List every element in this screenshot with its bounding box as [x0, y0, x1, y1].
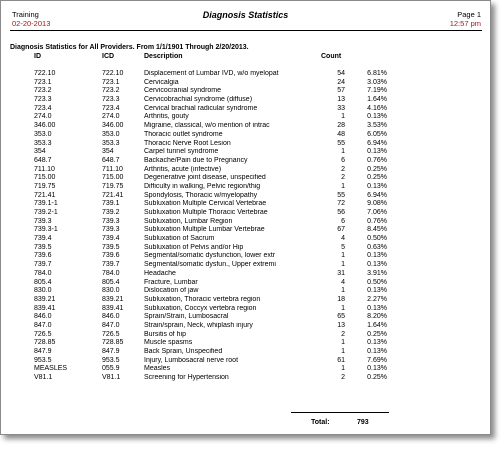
- table-row: [1, 244, 490, 253]
- description-cell: Back Sprain, Unspecified: [144, 348, 223, 355]
- description-cell: Segmental/somatic dysfun., Upper extremi: [144, 261, 276, 269]
- percent-cell: 6.94%: [367, 191, 387, 199]
- percent-cell: 3.53%: [367, 122, 387, 130]
- table-row: [1, 305, 490, 314]
- count-cell: 2: [341, 165, 345, 173]
- diagnosis-table: [1, 70, 490, 383]
- icd-cell: 847.9: [102, 348, 120, 355]
- count-cell: 13: [337, 321, 345, 329]
- table-row: [1, 96, 490, 105]
- table-row: [1, 357, 490, 366]
- id-cell: 723.2: [34, 87, 52, 95]
- icd-cell: 739.3: [102, 226, 120, 234]
- description-cell: Dislocation of jaw: [144, 287, 199, 295]
- percent-cell: 0.25%: [367, 374, 387, 382]
- count-cell: 67: [337, 226, 345, 234]
- description-cell: Sprain/Strain, Lumbosacral: [144, 313, 229, 321]
- id-cell: 839.41: [34, 304, 56, 312]
- count-cell: 1: [341, 287, 345, 295]
- id-cell: 847.0: [34, 321, 52, 329]
- count-cell: 65: [337, 313, 345, 321]
- count-cell: 1: [341, 304, 345, 312]
- id-cell: 353.3: [34, 139, 52, 147]
- table-row: [1, 105, 490, 114]
- icd-cell: 719.75: [102, 182, 124, 190]
- percent-cell: 3.91%: [367, 269, 387, 277]
- icd-cell: 648.7: [102, 156, 120, 164]
- percent-cell: 6.05%: [367, 130, 387, 138]
- id-cell: 354: [34, 148, 46, 156]
- report-title: Diagnosis Statistics: [202, 10, 289, 20]
- count-cell: 72: [337, 200, 345, 208]
- percent-cell: 0.13%: [367, 287, 387, 295]
- count-cell: 1: [341, 348, 345, 355]
- count-cell: 4: [341, 235, 345, 243]
- table-row: [1, 235, 490, 244]
- description-cell: Backache/Pain due to Pregnancy: [144, 156, 248, 164]
- description-cell: Carpel tunnel syndrome: [144, 148, 219, 156]
- id-cell: MEASLES: [34, 365, 68, 373]
- description-cell: Cervicalgia: [144, 78, 179, 86]
- percent-cell: 0.76%: [367, 156, 387, 164]
- icd-cell: 055.9: [102, 365, 120, 373]
- description-cell: Cervical brachial radicular syndrome: [144, 104, 258, 112]
- description-cell: Screening for Hypertension: [144, 374, 229, 382]
- icd-cell: V81.1: [102, 374, 121, 382]
- table-row: [1, 348, 490, 357]
- count-cell: 2: [341, 174, 345, 182]
- table-row: [1, 166, 490, 175]
- id-cell: 719.75: [34, 182, 56, 190]
- table-row: [1, 226, 490, 235]
- icd-cell: 846.0: [102, 313, 120, 321]
- table-row: [1, 296, 490, 305]
- id-cell: 723.3: [34, 96, 52, 104]
- count-cell: 48: [337, 130, 345, 138]
- count-cell: 2: [341, 330, 345, 338]
- description-cell: Subluxation Multiple Cervical Vertebrae: [144, 200, 267, 208]
- icd-cell: 711.10: [102, 165, 123, 173]
- column-header-description: Description: [144, 53, 183, 60]
- percent-cell: 0.25%: [367, 165, 387, 173]
- table-row: [1, 261, 490, 270]
- icd-cell: 847.0: [102, 321, 120, 329]
- percent-cell: 0.13%: [367, 261, 387, 269]
- id-cell: 721.41: [34, 191, 56, 199]
- icd-cell: 726.5: [102, 330, 120, 338]
- icd-cell: 739.1: [102, 200, 120, 208]
- percent-cell: 0.13%: [367, 365, 387, 373]
- percent-cell: 0.13%: [367, 113, 387, 121]
- percent-cell: 0.13%: [367, 148, 387, 156]
- table-row: [1, 174, 490, 183]
- table-row: [1, 183, 490, 192]
- count-cell: 1: [341, 182, 345, 190]
- total-label: Total:: [311, 419, 330, 426]
- percent-cell: 0.76%: [367, 217, 387, 225]
- description-cell: Fracture, Lumbar: [144, 278, 198, 286]
- count-cell: 54: [337, 70, 345, 77]
- percent-cell: 1.64%: [367, 96, 387, 104]
- id-cell: 784.0: [34, 269, 52, 277]
- percent-cell: 9.08%: [367, 200, 387, 208]
- icd-cell: 353.0: [102, 130, 120, 138]
- count-cell: 5: [341, 243, 345, 251]
- description-cell: Migraine, classical, w/o mention of intrac: [144, 122, 270, 130]
- count-cell: 1: [341, 261, 345, 269]
- count-cell: 13: [337, 96, 345, 104]
- id-cell: 739.4: [34, 235, 52, 243]
- description-cell: Arthritis, acute (infective): [144, 165, 222, 173]
- id-cell: 739.5: [34, 243, 52, 251]
- percent-cell: 0.13%: [367, 339, 387, 347]
- icd-cell: 715.00: [102, 174, 124, 182]
- table-row: [1, 252, 490, 261]
- icd-cell: 739.2: [102, 209, 120, 216]
- icd-cell: 728.85: [102, 339, 124, 347]
- description-cell: Muscle spasms: [144, 339, 193, 347]
- percent-cell: 0.50%: [367, 278, 387, 286]
- id-cell: 711.10: [34, 165, 55, 173]
- description-cell: Cervicobrachial syndrome (diffuse): [144, 96, 253, 104]
- count-cell: 56: [337, 209, 345, 216]
- description-cell: Subluxation of Pelvis and/or Hip: [144, 243, 244, 251]
- icd-cell: 953.5: [102, 356, 120, 364]
- description-cell: Subluxation of Sacrum: [144, 235, 215, 243]
- id-cell: 715.00: [34, 174, 56, 182]
- table-row: [1, 148, 490, 157]
- percent-cell: 3.03%: [367, 78, 387, 86]
- description-cell: Difficulty in walking, Pelvic region/thig: [144, 182, 261, 190]
- count-cell: 4: [341, 278, 345, 286]
- id-cell: 739.2-1: [34, 209, 58, 216]
- id-cell: 839.21: [34, 295, 56, 303]
- percent-cell: 0.25%: [367, 330, 387, 338]
- org-name: Training: [12, 10, 39, 19]
- id-cell: 723.4: [34, 104, 52, 112]
- percent-cell: 0.50%: [367, 235, 387, 243]
- count-cell: 28: [337, 122, 345, 130]
- id-cell: 846.0: [34, 313, 52, 321]
- table-row: [1, 287, 490, 296]
- id-cell: 726.5: [34, 330, 52, 338]
- count-cell: 33: [337, 104, 345, 112]
- id-cell: 728.85: [34, 339, 56, 347]
- percent-cell: 7.06%: [367, 209, 387, 216]
- icd-cell: 784.0: [102, 269, 120, 277]
- table-row: [1, 79, 490, 88]
- icd-cell: 739.6: [102, 252, 120, 260]
- id-cell: 353.0: [34, 130, 52, 138]
- description-cell: Subluxation, Coccyx vertebra region: [144, 304, 257, 312]
- count-cell: 1: [341, 339, 345, 347]
- id-cell: 648.7: [34, 156, 52, 164]
- description-cell: Subluxation, Lumbar Region: [144, 217, 233, 225]
- count-cell: 1: [341, 365, 345, 373]
- icd-cell: 274.0: [102, 113, 120, 121]
- icd-cell: 723.2: [102, 87, 120, 95]
- percent-cell: 0.25%: [367, 174, 387, 182]
- count-cell: 57: [337, 87, 345, 95]
- count-cell: 1: [341, 252, 345, 260]
- id-cell: 830.0: [34, 287, 52, 295]
- description-cell: Subluxation Multiple Thoracic Vertebrae: [144, 209, 268, 216]
- count-cell: 24: [337, 78, 345, 86]
- icd-cell: 739.3: [102, 217, 120, 225]
- description-cell: Arthritis, gouty: [144, 113, 189, 121]
- description-cell: Bursitis of hip: [144, 330, 187, 338]
- column-header-count: Count: [321, 53, 342, 60]
- table-row: [1, 87, 490, 96]
- id-cell: 739.7: [34, 261, 52, 269]
- percent-cell: 1.64%: [367, 321, 387, 329]
- table-row: [1, 192, 490, 201]
- column-header-icd: ICD: [102, 53, 115, 60]
- header-divider: [10, 30, 482, 31]
- table-row: [1, 374, 490, 383]
- page-number: Page 1: [457, 10, 481, 19]
- icd-cell: 723.3: [102, 96, 120, 104]
- icd-cell: 839.21: [102, 295, 124, 303]
- count-cell: 6: [341, 156, 345, 164]
- count-cell: 31: [337, 269, 345, 277]
- percent-cell: 6.94%: [367, 139, 387, 147]
- icd-cell: 353.3: [102, 139, 120, 147]
- icd-cell: 346.00: [102, 122, 124, 130]
- table-row: [1, 218, 490, 227]
- count-cell: 55: [337, 191, 345, 199]
- icd-cell: 830.0: [102, 287, 120, 295]
- id-cell: 953.5: [34, 356, 52, 364]
- report-time: 12:57 pm: [449, 19, 481, 28]
- id-cell: 739.1-1: [34, 200, 58, 208]
- table-row: [1, 365, 490, 374]
- table-row: [1, 270, 490, 279]
- table-row: [1, 322, 490, 331]
- icd-cell: 805.4: [102, 278, 120, 286]
- count-cell: 6: [341, 217, 345, 225]
- total-divider: [291, 412, 389, 413]
- percent-cell: 0.13%: [367, 182, 387, 190]
- count-cell: 55: [337, 139, 345, 147]
- table-row: [1, 70, 490, 79]
- icd-cell: 354: [102, 148, 114, 156]
- percent-cell: 2.27%: [367, 295, 387, 303]
- percent-cell: 0.13%: [367, 252, 387, 260]
- percent-cell: 8.45%: [367, 226, 387, 234]
- description-cell: Degenerative joint disease, unspecified: [144, 174, 266, 182]
- icd-cell: 839.41: [102, 304, 124, 312]
- report-header-right: [450, 10, 481, 28]
- id-cell: 722.10: [34, 70, 56, 77]
- report-date: 02-20-2013: [12, 19, 51, 28]
- icd-cell: 723.4: [102, 104, 120, 112]
- icd-cell: 739.7: [102, 261, 120, 269]
- table-row: [1, 209, 490, 218]
- description-cell: Subluxation Multiple Lumbar Vertebrae: [144, 226, 265, 234]
- description-cell: Strain/sprain, Neck, whiplash injury: [144, 321, 253, 329]
- percent-cell: 7.69%: [367, 356, 387, 364]
- description-cell: Spondylosis, Thoracic w/myelopathy: [144, 191, 258, 199]
- description-cell: Segmental/somatic dysfunction, lower extr: [144, 252, 276, 260]
- table-row: [1, 339, 490, 348]
- id-cell: 847.9: [34, 348, 52, 355]
- table-row: [1, 122, 490, 131]
- description-cell: Displacement of Lumbar IVD, w/o myelopat: [144, 70, 279, 77]
- report-subtitle: Diagnosis Statistics for All Providers. From 1/1/1901 Through 2/20/2013.: [10, 44, 249, 51]
- count-cell: 1: [341, 113, 345, 121]
- count-cell: 1: [341, 148, 345, 156]
- icd-cell: 722.10: [102, 70, 124, 77]
- description-cell: Subluxation, Thoracic vertebra region: [144, 295, 261, 303]
- table-row: [1, 140, 490, 149]
- table-row: [1, 157, 490, 166]
- id-cell: 739.3: [34, 217, 52, 225]
- description-cell: Thoracic outlet syndrome: [144, 130, 223, 138]
- icd-cell: 721.41: [102, 191, 124, 199]
- description-cell: Headache: [144, 269, 176, 277]
- table-row: [1, 313, 490, 322]
- description-cell: Thoracic Nerve Root Lesion: [144, 139, 231, 147]
- icd-cell: 723.1: [102, 78, 120, 86]
- description-cell: Measles: [144, 365, 171, 373]
- percent-cell: 0.13%: [367, 304, 387, 312]
- description-cell: Cervicocranial syndrome: [144, 87, 222, 95]
- table-row: [1, 331, 490, 340]
- count-cell: 61: [337, 356, 345, 364]
- percent-cell: 4.16%: [367, 104, 387, 112]
- percent-cell: 6.81%: [367, 70, 387, 77]
- id-cell: V81.1: [34, 374, 53, 382]
- id-cell: 739.3-1: [34, 226, 58, 234]
- id-cell: 346.00: [34, 122, 56, 130]
- table-row: [1, 200, 490, 209]
- id-cell: 739.6: [34, 252, 52, 260]
- percent-cell: 0.13%: [367, 348, 387, 355]
- id-cell: 274.0: [34, 113, 52, 121]
- percent-cell: 0.63%: [367, 243, 387, 251]
- table-row: [1, 113, 490, 122]
- count-cell: 2: [341, 374, 345, 382]
- count-cell: 18: [337, 295, 345, 303]
- percent-cell: 8.20%: [367, 313, 387, 321]
- icd-cell: 739.4: [102, 235, 120, 243]
- table-row: [1, 131, 490, 140]
- column-header-id: ID: [34, 53, 41, 60]
- percent-cell: 7.19%: [367, 87, 387, 95]
- icd-cell: 739.5: [102, 243, 120, 251]
- description-cell: Injury, Lumbosacral nerve root: [144, 356, 239, 364]
- id-cell: 723.1: [34, 78, 52, 86]
- total-value: 793: [357, 419, 369, 426]
- table-row: [1, 279, 490, 288]
- id-cell: 805.4: [34, 278, 52, 286]
